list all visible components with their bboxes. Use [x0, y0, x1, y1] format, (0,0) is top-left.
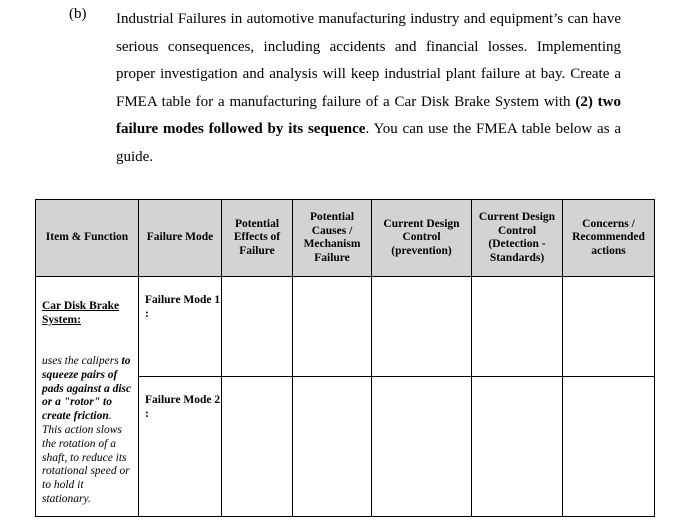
header-item-function: Item & Function	[36, 200, 139, 277]
failure-mode-2-cell	[139, 377, 222, 517]
item-desc-part1: uses the calipers	[42, 355, 122, 367]
header-concerns-actions: Concerns / Recommended actions	[563, 200, 655, 277]
actions-cell-1[interactable]	[563, 277, 655, 377]
header-design-control-prevention: Current Design Control (prevention)	[372, 200, 472, 277]
header-design-control-detection: Current Design Control (Detection - Standards)	[472, 200, 563, 277]
prevention-cell-2[interactable]	[372, 377, 472, 517]
causes-cell-1[interactable]	[293, 277, 372, 377]
question-text-part2: . You can use the FMEA table below as a guide.	[116, 121, 621, 165]
failure-mode-2-label: Failure Mode 2 :	[145, 394, 221, 420]
fmea-table	[35, 199, 655, 517]
item-desc-part3: . This action slows the rotation of a shaft, to reduce its rotational speed or to hold it stationary.	[42, 410, 130, 505]
question-text	[116, 6, 621, 172]
table-row	[36, 277, 655, 377]
detection-cell-2[interactable]	[472, 377, 563, 517]
item-description	[42, 355, 134, 507]
item-function-cell	[36, 277, 139, 517]
effects-cell-1[interactable]	[222, 277, 293, 377]
causes-cell-2[interactable]	[293, 377, 372, 517]
failure-mode-1-cell	[139, 277, 222, 377]
question-label: (b)	[69, 6, 87, 22]
question-text-bold: (2) two failure modes followed by its sequence	[116, 93, 621, 138]
header-potential-causes: Potential Causes / Mechanism Failure	[293, 200, 372, 277]
actions-cell-2[interactable]	[563, 377, 655, 517]
table-header-row	[36, 200, 655, 277]
header-failure-mode: Failure Mode	[139, 200, 222, 277]
prevention-cell-1[interactable]	[372, 277, 472, 377]
header-potential-effects: Potential Effects of Failure	[222, 200, 293, 277]
item-title: Car Disk Brake System:	[42, 300, 120, 326]
effects-cell-2[interactable]	[222, 377, 293, 517]
question-text-part1: Industrial Failures in automotive manufacturing industry and equipment’s can have serious consequences, including accidents and financial losses. Implementing proper investigation and analysis will keep industrial plant failure at bay. Create a FMEA table for a manufacturing failure of a Car Disk Brake System with	[116, 11, 621, 110]
item-desc-bold: to squeeze pairs of pads against a disc or a "rotor" to create friction	[42, 355, 132, 423]
failure-mode-1-label: Failure Mode 1 :	[145, 294, 221, 320]
detection-cell-1[interactable]	[472, 277, 563, 377]
